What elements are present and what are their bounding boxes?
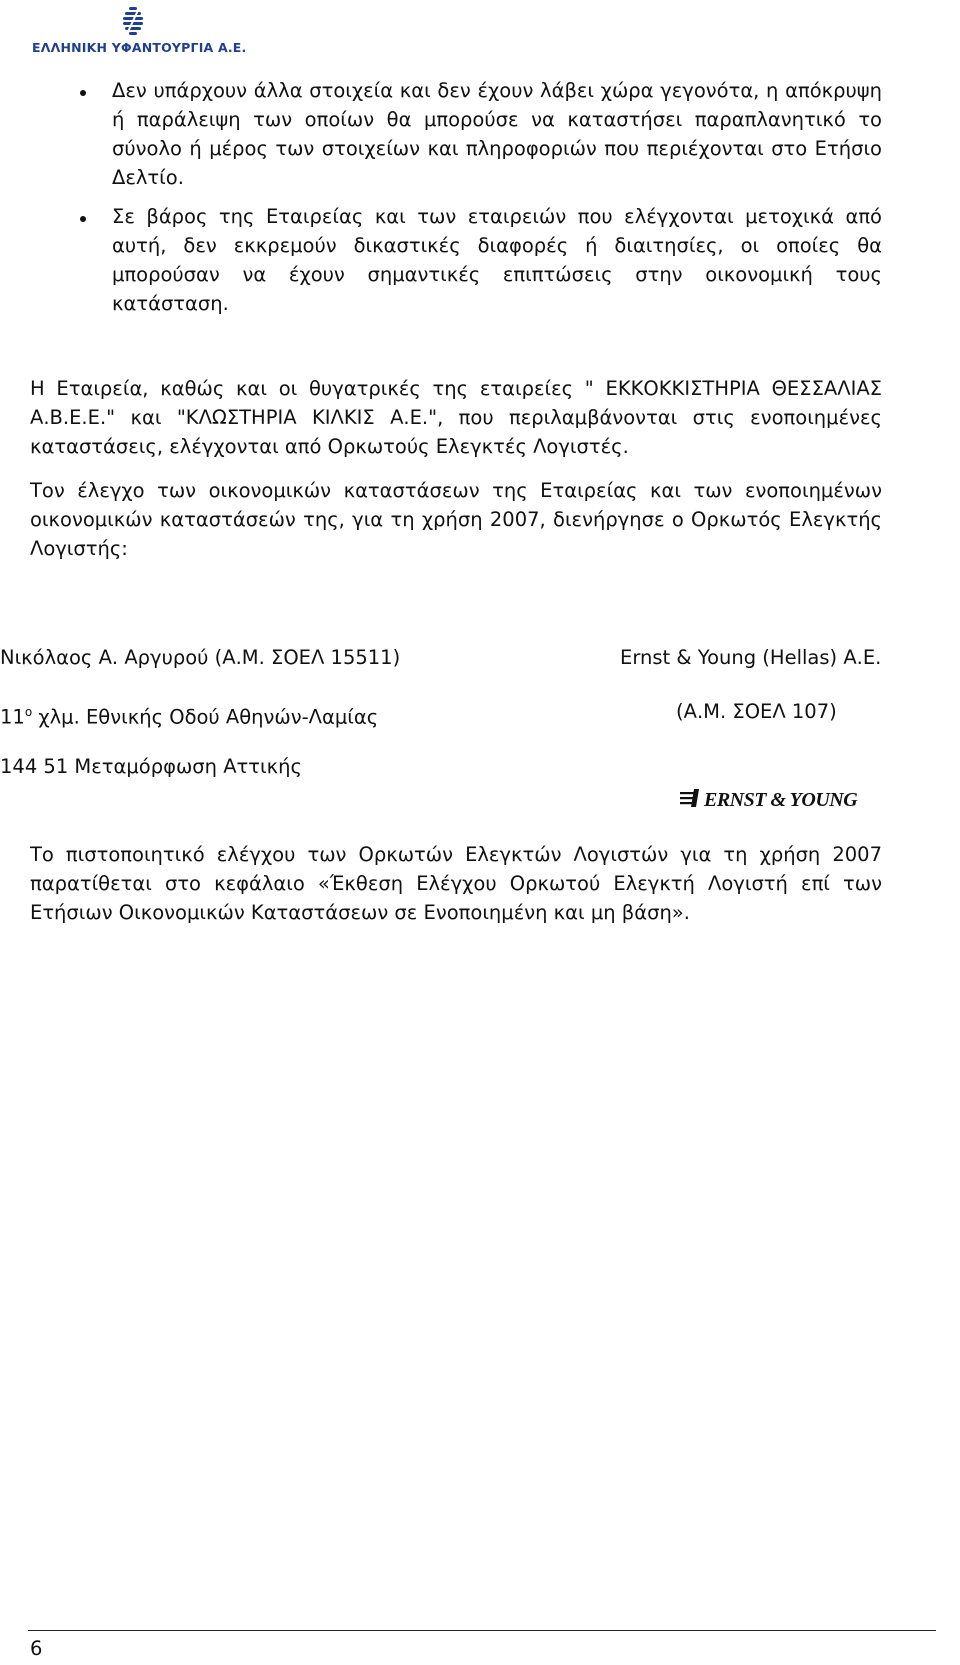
footer-divider (28, 1630, 936, 1631)
bullet-text: Δεν υπάρχουν άλλα στοιχεία και δεν έχουν λάβει χώρα γεγονότα, η απόκρυψη ή παράλειψη των οποίων θα μπορούσε να καταστήσει παραπλανητικό το σύνολο ή μέρος των στοιχείων και πληροφοριών που περιέχονται στο Ετήσιο Δελτίο. (112, 79, 882, 189)
auditor-city: 144 51 Μεταμόρφωση Αττικής (0, 755, 302, 778)
firm-name: Ernst & Young (Hellas) Α.Ε. (620, 646, 882, 669)
ernst-young-logo-text: ERNST & YOUNG (704, 789, 858, 810)
company-logo (32, 6, 247, 58)
address-street: χλμ. Εθνικής Οδού Αθηνών-Λαμίας (32, 705, 379, 729)
subsidiaries-paragraph: Η Εταιρεία, καθώς και οι θυγατρικές της εταιρείες " ΕΚΚΟΚΚΙΣΤΗΡΙΑ ΘΕΣΣΑΛΙΑΣ Α.Β.Ε.Ε." και "ΚΛΩΣΤΗΡΙΑ ΚΙΛΚΙΣ Α.Ε.", που περιλαμβάνονται στις ενοποιημένες καταστάσεις, ελέγχονται από Ορκωτούς Ελεγκτές Λογιστές. (30, 377, 882, 458)
firm-registration: (Α.Μ. ΣΟΕΛ 107) (676, 700, 837, 723)
address-superscript: o (24, 705, 33, 719)
auditor-name: Νικόλαος Α. Αργυρού (Α.Μ. ΣΟΕΛ 15511) (0, 646, 401, 669)
ernst-young-logo-icon (680, 786, 902, 810)
auditor-address (0, 699, 378, 731)
page-number: 6 (30, 1637, 43, 1660)
certificate-paragraph: Το πιστοποιητικό ελέγχου των Ορκωτών Ελεγκτών Λογιστών για τη χρήση 2007 παρατίθεται στο κεφάλαιο «Έκθεση Ελέγχου Ορκωτού Ελεγκτή Λογιστή επί των Ετήσιων Οικονομικών Καταστάσεων σε Ενοποιημένη και μη βάση». (30, 843, 882, 924)
bullet-marker (80, 216, 86, 222)
audit-intro-paragraph: Τον έλεγχο των οικονομικών καταστάσεων της Εταιρείας και των ενοποιημένων οικονομικών καταστάσεών της, για τη χρήση 2007, διενήργησε ο Ορκωτός Ελεγκτής Λογιστής: (30, 479, 882, 560)
company-name: ΕΛΛΗΝΙΚΗ ΥΦΑΝΤΟΥΡΓΙΑ Α.Ε. (32, 40, 247, 55)
bullet-marker (80, 90, 86, 96)
address-number: 11 (0, 705, 25, 729)
bullet-text: Σε βάρος της Εταιρείας και των εταιρειών που ελέγχονται μετοχικά από αυτή, δεν εκκρεμούν δικαστικές διαφορές ή διαιτησίες, οι οποίες θα μπορούσαν να έχουν σημαντικές επιπτώσεις στην οικονομική τους κατάσταση. (112, 205, 882, 315)
globe-logo-icon (120, 6, 146, 36)
